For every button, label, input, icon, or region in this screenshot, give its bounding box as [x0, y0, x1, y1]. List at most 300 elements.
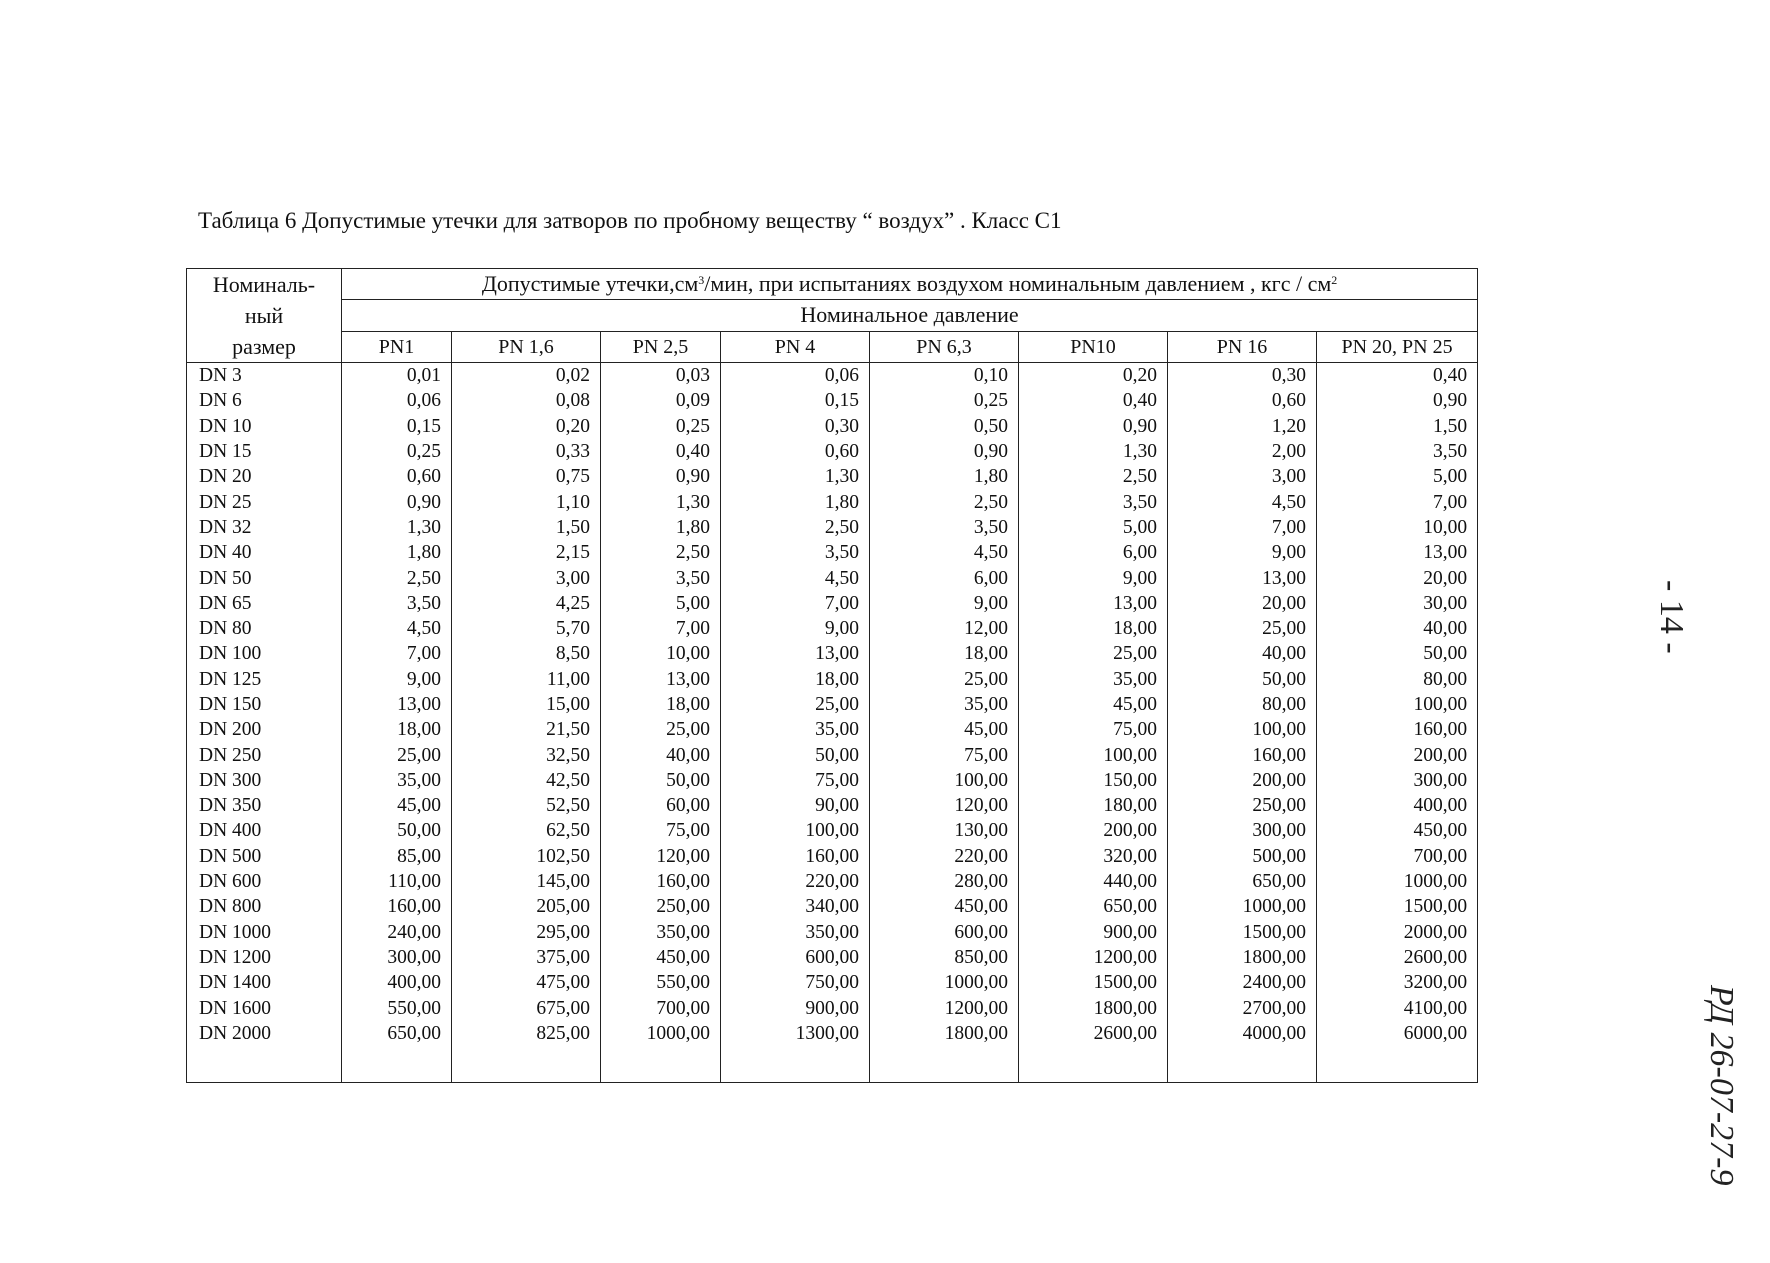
- table-cell: 50,00: [721, 742, 870, 767]
- table-cell: 200,00: [1317, 742, 1478, 767]
- table-cell: 100,00: [1317, 692, 1478, 717]
- table-cell: 2000,00: [1317, 920, 1478, 945]
- table-cell: 2,50: [342, 565, 452, 590]
- row-label: DN 250: [187, 742, 342, 767]
- table-cell: 220,00: [870, 844, 1019, 869]
- table-cell: 102,50: [452, 844, 601, 869]
- table-cell: 18,00: [601, 692, 721, 717]
- table-cell: 30,00: [1317, 591, 1478, 616]
- column-header: PN 20, PN 25: [1317, 331, 1478, 362]
- table-row: [187, 869, 1478, 894]
- table-cell: 0,90: [1317, 388, 1478, 413]
- table-cell: 12,00: [870, 616, 1019, 641]
- row-label: DN 32: [187, 515, 342, 540]
- table-cell: 3,50: [721, 540, 870, 565]
- row-label: DN 1200: [187, 945, 342, 970]
- table-cell: 1500,00: [1168, 920, 1317, 945]
- table-cell: 1000,00: [1168, 894, 1317, 919]
- table-cell: 8,50: [452, 641, 601, 666]
- table-cell: 250,00: [1168, 793, 1317, 818]
- empty-cell: [1019, 1046, 1168, 1083]
- corner-header-line: размер: [232, 334, 296, 359]
- table-cell: 1300,00: [721, 1021, 870, 1046]
- table-cell: 1,10: [452, 489, 601, 514]
- table-cell: 2600,00: [1019, 1021, 1168, 1046]
- table-cell: 5,70: [452, 616, 601, 641]
- table-cell: 45,00: [1019, 692, 1168, 717]
- table-cell: 120,00: [870, 793, 1019, 818]
- table-cell: 2,50: [601, 540, 721, 565]
- table-row: [187, 515, 1478, 540]
- page-number: - 14 -: [1653, 580, 1690, 654]
- table-cell: 75,00: [721, 768, 870, 793]
- table-cell: 150,00: [1019, 768, 1168, 793]
- table-cell: 0,40: [601, 439, 721, 464]
- table-cell: 0,75: [452, 464, 601, 489]
- row-label: DN 80: [187, 616, 342, 641]
- table-row: [187, 591, 1478, 616]
- table-cell: 0,15: [721, 388, 870, 413]
- table-cell: 75,00: [870, 742, 1019, 767]
- table-cell: 35,00: [342, 768, 452, 793]
- table-cell: 18,00: [1019, 616, 1168, 641]
- table-cell: 25,00: [1019, 641, 1168, 666]
- table-cell: 0,33: [452, 439, 601, 464]
- table-cell: 1,20: [1168, 414, 1317, 439]
- table-cell: 13,00: [342, 692, 452, 717]
- table-cell: 25,00: [1168, 616, 1317, 641]
- table-cell: 160,00: [721, 844, 870, 869]
- empty-cell: [1168, 1046, 1317, 1083]
- table-cell: 3,50: [870, 515, 1019, 540]
- table-cell: 2700,00: [1168, 995, 1317, 1020]
- table-cell: 0,08: [452, 388, 601, 413]
- row-label: DN 15: [187, 439, 342, 464]
- column-header: PN 16: [1168, 331, 1317, 362]
- column-header: PN 6,3: [870, 331, 1019, 362]
- table-cell: 100,00: [721, 818, 870, 843]
- row-label: DN 6: [187, 388, 342, 413]
- table-cell: 9,00: [870, 591, 1019, 616]
- table-cell: 1800,00: [1019, 995, 1168, 1020]
- table-cell: 295,00: [452, 920, 601, 945]
- table-cell: 5,00: [1019, 515, 1168, 540]
- table-cell: 2400,00: [1168, 970, 1317, 995]
- table-cell: 0,09: [601, 388, 721, 413]
- table-cell: 2,15: [452, 540, 601, 565]
- table-cell: 100,00: [1019, 742, 1168, 767]
- table-cell: 160,00: [601, 869, 721, 894]
- table-cell: 550,00: [342, 995, 452, 1020]
- row-label: DN 125: [187, 667, 342, 692]
- table-cell: 0,06: [342, 388, 452, 413]
- table-cell: 160,00: [342, 894, 452, 919]
- column-header: PN10: [1019, 331, 1168, 362]
- table-cell: 90,00: [721, 793, 870, 818]
- table-cell: 1500,00: [1317, 894, 1478, 919]
- table-cell: 650,00: [342, 1021, 452, 1046]
- table-cell: 475,00: [452, 970, 601, 995]
- table-cell: 450,00: [870, 894, 1019, 919]
- table-cell: 2,00: [1168, 439, 1317, 464]
- table-row: [187, 995, 1478, 1020]
- table-cell: 35,00: [721, 717, 870, 742]
- table-cell: 1,30: [721, 464, 870, 489]
- table-cell: 3,00: [1168, 464, 1317, 489]
- table-cell: 7,00: [601, 616, 721, 641]
- table-cell: 7,00: [1317, 489, 1478, 514]
- table-cell: 240,00: [342, 920, 452, 945]
- table-cell: 4,50: [1168, 489, 1317, 514]
- table-cell: 4,25: [452, 591, 601, 616]
- table-row: [187, 363, 1478, 389]
- table-cell: 4,50: [721, 565, 870, 590]
- column-header: PN1: [342, 331, 452, 362]
- table-cell: 75,00: [1019, 717, 1168, 742]
- group-header: Допустимые $утечки,см^3$/мин, при испытаниях воздухом номинальным давлением , кгс / $см^2$: [342, 269, 1478, 300]
- corner-header-line: Номиналь-: [212, 272, 316, 297]
- table-row: [187, 540, 1478, 565]
- table-cell: 3,50: [342, 591, 452, 616]
- table-cell: 4000,00: [1168, 1021, 1317, 1046]
- table-cell: 0,01: [342, 363, 452, 389]
- table-row: [187, 1021, 1478, 1046]
- table-cell: 13,00: [601, 667, 721, 692]
- table-cell: 0,20: [452, 414, 601, 439]
- table-row: [187, 414, 1478, 439]
- table-cell: 50,00: [601, 768, 721, 793]
- table-cell: 45,00: [870, 717, 1019, 742]
- table-cell: 13,00: [1317, 540, 1478, 565]
- table-cell: 160,00: [1168, 742, 1317, 767]
- table-cell: 1,50: [1317, 414, 1478, 439]
- table-cell: 1,50: [452, 515, 601, 540]
- table-cell: 0,30: [721, 414, 870, 439]
- table-cell: 1,30: [342, 515, 452, 540]
- document-code: РД 26-07-27-9: [1703, 985, 1740, 1186]
- table-cell: 7,00: [1168, 515, 1317, 540]
- table-cell: 825,00: [452, 1021, 601, 1046]
- table-cell: 35,00: [1019, 667, 1168, 692]
- table-cell: 200,00: [1019, 818, 1168, 843]
- table-row: [187, 894, 1478, 919]
- row-label: DN 20: [187, 464, 342, 489]
- table-cell: 1,80: [342, 540, 452, 565]
- table-cell: 1800,00: [1168, 945, 1317, 970]
- table-cell: 9,00: [1019, 565, 1168, 590]
- table-row: [187, 945, 1478, 970]
- table-row: [187, 768, 1478, 793]
- table-cell: 180,00: [1019, 793, 1168, 818]
- table-cell: 1,30: [601, 489, 721, 514]
- table-cell: 130,00: [870, 818, 1019, 843]
- empty-cell: [601, 1046, 721, 1083]
- table-cell: 9,00: [721, 616, 870, 641]
- table-cell: 1200,00: [1019, 945, 1168, 970]
- table-cell: 80,00: [1168, 692, 1317, 717]
- table-cell: 0,60: [1168, 388, 1317, 413]
- corner-header: [187, 269, 342, 363]
- table-cell: 13,00: [721, 641, 870, 666]
- table-row: [187, 641, 1478, 666]
- table-cell: 1,30: [1019, 439, 1168, 464]
- empty-cell: [342, 1046, 452, 1083]
- table-cell: 900,00: [721, 995, 870, 1020]
- table-cell: 18,00: [870, 641, 1019, 666]
- table-row: [187, 742, 1478, 767]
- table-cell: 300,00: [342, 945, 452, 970]
- table-header: [187, 269, 1478, 363]
- table-cell: 0,25: [601, 414, 721, 439]
- table-cell: 1,80: [601, 515, 721, 540]
- table-cell: 450,00: [1317, 818, 1478, 843]
- table-cell: 100,00: [1168, 717, 1317, 742]
- table-cell: 675,00: [452, 995, 601, 1020]
- table-cell: 0,06: [721, 363, 870, 389]
- empty-cell: [870, 1046, 1019, 1083]
- table-cell: 4,50: [870, 540, 1019, 565]
- table-row: [187, 388, 1478, 413]
- table-cell: 200,00: [1168, 768, 1317, 793]
- table-cell: 15,00: [452, 692, 601, 717]
- column-header: PN 1,6: [452, 331, 601, 362]
- table-cell: 35,00: [870, 692, 1019, 717]
- table-cell: 375,00: [452, 945, 601, 970]
- table-cell: 5,00: [601, 591, 721, 616]
- table-cell: 4100,00: [1317, 995, 1478, 1020]
- table-cell: 400,00: [1317, 793, 1478, 818]
- empty-cell: [1317, 1046, 1478, 1083]
- table-cell: 52,50: [452, 793, 601, 818]
- table-row: [187, 717, 1478, 742]
- table-cell: 280,00: [870, 869, 1019, 894]
- table-cell: 3,50: [601, 565, 721, 590]
- table-cell: 100,00: [870, 768, 1019, 793]
- table-cell: 13,00: [1019, 591, 1168, 616]
- table-cell: 0,30: [1168, 363, 1317, 389]
- table-cell: 3,50: [1317, 439, 1478, 464]
- table-cell: 120,00: [601, 844, 721, 869]
- table-cell: 21,50: [452, 717, 601, 742]
- row-label: DN 200: [187, 717, 342, 742]
- empty-cell: [187, 1046, 342, 1083]
- table-cell: 2600,00: [1317, 945, 1478, 970]
- table-cell: 550,00: [601, 970, 721, 995]
- table-cell: 80,00: [1317, 667, 1478, 692]
- table-cell: 0,03: [601, 363, 721, 389]
- table-cell: 40,00: [1317, 616, 1478, 641]
- table-cell: 440,00: [1019, 869, 1168, 894]
- table-row: [187, 439, 1478, 464]
- table-cell: 160,00: [1317, 717, 1478, 742]
- table-cell: 10,00: [1317, 515, 1478, 540]
- table-cell: 205,00: [452, 894, 601, 919]
- table-cell: 0,25: [870, 388, 1019, 413]
- row-label: DN 600: [187, 869, 342, 894]
- table-filler-row: [187, 1046, 1478, 1083]
- table-cell: 750,00: [721, 970, 870, 995]
- table-cell: 9,00: [1168, 540, 1317, 565]
- table-cell: 25,00: [342, 742, 452, 767]
- table-cell: 0,10: [870, 363, 1019, 389]
- table-cell: 7,00: [342, 641, 452, 666]
- table-cell: 300,00: [1168, 818, 1317, 843]
- column-header: PN 4: [721, 331, 870, 362]
- table-cell: 650,00: [1168, 869, 1317, 894]
- table-cell: 6,00: [870, 565, 1019, 590]
- table-row: [187, 818, 1478, 843]
- table-cell: 50,00: [342, 818, 452, 843]
- table-cell: 25,00: [721, 692, 870, 717]
- empty-cell: [452, 1046, 601, 1083]
- table-cell: 850,00: [870, 945, 1019, 970]
- table-cell: 400,00: [342, 970, 452, 995]
- table-cell: 13,00: [1168, 565, 1317, 590]
- table-cell: 1000,00: [601, 1021, 721, 1046]
- table-cell: 1800,00: [870, 1021, 1019, 1046]
- table-row: [187, 692, 1478, 717]
- table-cell: 0,20: [1019, 363, 1168, 389]
- table-cell: 18,00: [342, 717, 452, 742]
- row-label: DN 1600: [187, 995, 342, 1020]
- table-cell: 0,15: [342, 414, 452, 439]
- row-label: DN 150: [187, 692, 342, 717]
- row-label: DN 1000: [187, 920, 342, 945]
- table-cell: 2,50: [1019, 464, 1168, 489]
- table-cell: 42,50: [452, 768, 601, 793]
- table-cell: 110,00: [342, 869, 452, 894]
- row-label: DN 3: [187, 363, 342, 389]
- row-label: DN 10: [187, 414, 342, 439]
- table-cell: 1500,00: [1019, 970, 1168, 995]
- table-cell: 9,00: [342, 667, 452, 692]
- table-cell: 1000,00: [1317, 869, 1478, 894]
- table-cell: 145,00: [452, 869, 601, 894]
- table-cell: 350,00: [601, 920, 721, 945]
- table-cell: 1,80: [870, 464, 1019, 489]
- table-row: [187, 489, 1478, 514]
- table-cell: 10,00: [601, 641, 721, 666]
- row-label: DN 300: [187, 768, 342, 793]
- table-cell: 18,00: [721, 667, 870, 692]
- table-row: [187, 970, 1478, 995]
- empty-cell: [721, 1046, 870, 1083]
- table-cell: 1000,00: [870, 970, 1019, 995]
- table-cell: 20,00: [1317, 565, 1478, 590]
- table-cell: 0,90: [1019, 414, 1168, 439]
- table-cell: 2,50: [870, 489, 1019, 514]
- table-row: [187, 844, 1478, 869]
- table-row: [187, 920, 1478, 945]
- table-cell: 0,90: [601, 464, 721, 489]
- table-cell: 1,80: [721, 489, 870, 514]
- table-cell: 11,00: [452, 667, 601, 692]
- table-cell: 320,00: [1019, 844, 1168, 869]
- table-cell: 20,00: [1168, 591, 1317, 616]
- table-cell: 0,40: [1019, 388, 1168, 413]
- table-cell: 500,00: [1168, 844, 1317, 869]
- table-cell: 650,00: [1019, 894, 1168, 919]
- table-cell: 300,00: [1317, 768, 1478, 793]
- table-row: [187, 565, 1478, 590]
- table-cell: 0,25: [342, 439, 452, 464]
- table-row: [187, 616, 1478, 641]
- table-cell: 1200,00: [870, 995, 1019, 1020]
- table-cell: 900,00: [1019, 920, 1168, 945]
- table-cell: 0,90: [342, 489, 452, 514]
- table-cell: 40,00: [1168, 641, 1317, 666]
- table-cell: 85,00: [342, 844, 452, 869]
- table-cell: 350,00: [721, 920, 870, 945]
- table-cell: 7,00: [721, 591, 870, 616]
- table-cell: 600,00: [721, 945, 870, 970]
- table-cell: 600,00: [870, 920, 1019, 945]
- row-label: DN 2000: [187, 1021, 342, 1046]
- table-cell: 6000,00: [1317, 1021, 1478, 1046]
- row-label: DN 1400: [187, 970, 342, 995]
- row-label: DN 400: [187, 818, 342, 843]
- column-header: PN 2,5: [601, 331, 721, 362]
- table-row: [187, 464, 1478, 489]
- table-cell: 0,60: [342, 464, 452, 489]
- table-cell: 250,00: [601, 894, 721, 919]
- table-cell: 62,50: [452, 818, 601, 843]
- table-cell: 45,00: [342, 793, 452, 818]
- row-label: DN 500: [187, 844, 342, 869]
- table-cell: 50,00: [1317, 641, 1478, 666]
- table-cell: 0,50: [870, 414, 1019, 439]
- table-cell: 32,50: [452, 742, 601, 767]
- table-cell: 4,50: [342, 616, 452, 641]
- table-body: [187, 363, 1478, 1083]
- table-cell: 50,00: [1168, 667, 1317, 692]
- table-cell: 0,40: [1317, 363, 1478, 389]
- table-cell: 60,00: [601, 793, 721, 818]
- table-cell: 700,00: [1317, 844, 1478, 869]
- table-caption: Таблица 6 Допустимые утечки для затворов по пробному веществу “ воздух” . Класс С1: [198, 208, 1062, 233]
- subgroup-header: Номинальное давление: [342, 300, 1478, 331]
- table-row: [187, 793, 1478, 818]
- table-cell: 75,00: [601, 818, 721, 843]
- table-cell: 6,00: [1019, 540, 1168, 565]
- table-cell: 2,50: [721, 515, 870, 540]
- row-label: DN 350: [187, 793, 342, 818]
- table-cell: 3200,00: [1317, 970, 1478, 995]
- table-row: [187, 667, 1478, 692]
- column-header-row: [187, 331, 1478, 362]
- table-cell: 3,00: [452, 565, 601, 590]
- table-cell: 5,00: [1317, 464, 1478, 489]
- table-cell: 25,00: [601, 717, 721, 742]
- leakage-table: [186, 268, 1478, 1083]
- table-cell: 40,00: [601, 742, 721, 767]
- table-cell: 0,60: [721, 439, 870, 464]
- row-label: DN 65: [187, 591, 342, 616]
- row-label: DN 40: [187, 540, 342, 565]
- row-label: DN 25: [187, 489, 342, 514]
- table-cell: 3,50: [1019, 489, 1168, 514]
- table-cell: 0,02: [452, 363, 601, 389]
- table-cell: 700,00: [601, 995, 721, 1020]
- row-label: DN 100: [187, 641, 342, 666]
- table-cell: 340,00: [721, 894, 870, 919]
- table-cell: 25,00: [870, 667, 1019, 692]
- row-label: DN 800: [187, 894, 342, 919]
- corner-header-line: ный: [244, 303, 284, 328]
- table-cell: 450,00: [601, 945, 721, 970]
- table-cell: 0,90: [870, 439, 1019, 464]
- row-label: DN 50: [187, 565, 342, 590]
